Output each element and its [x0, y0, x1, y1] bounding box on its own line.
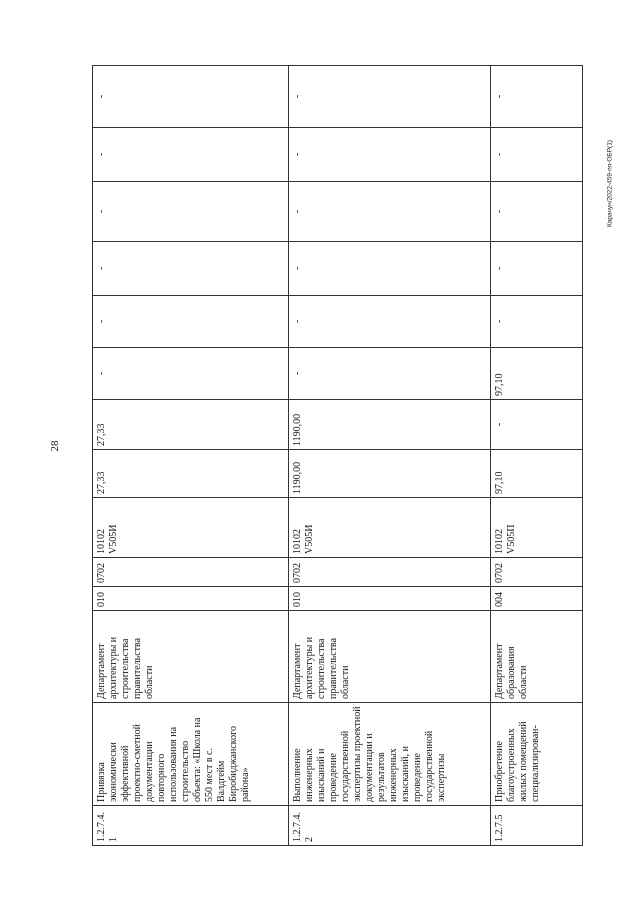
- event-name: Привязка экономически эффективной проектно-сметной документации повторного использования на строительство объекта: «Школа на 550 мест в с. Валдгейм Биробиджанского района»: [93, 703, 289, 806]
- year-value: -: [491, 296, 583, 348]
- rotated-table-container: [92, 66, 582, 846]
- executor: Департамент образования области: [491, 611, 583, 703]
- year-value: -: [289, 66, 491, 128]
- table-row: [93, 66, 289, 846]
- budget-table: [92, 65, 583, 846]
- year-value: -: [289, 348, 491, 400]
- row-number: 1.2.7.4.2: [289, 806, 491, 846]
- grbs-code: 004: [491, 587, 583, 611]
- year-value: -: [93, 66, 289, 128]
- table-row: [491, 66, 583, 846]
- year-value: 27,33: [93, 400, 289, 450]
- total-value: 97,10: [491, 450, 583, 498]
- year-value: -: [491, 400, 583, 450]
- row-number: 1.2.7.5: [491, 806, 583, 846]
- rzpr-code: 0702: [289, 558, 491, 587]
- document-reference: Карачун/2022-459-пп-ОБР(1): [606, 140, 614, 227]
- table-row: [289, 66, 491, 846]
- event-name: Выполнение инженерных изысканий и проведение государственной экспертизы проектной документации и результатов инженерных изысканий, и проведение государственной экспертизы: [289, 703, 491, 806]
- grbs-code: 010: [289, 587, 491, 611]
- year-value: -: [93, 128, 289, 182]
- executor: Департамент архитектуры и строительства правительства области: [93, 611, 289, 703]
- year-value: -: [289, 242, 491, 296]
- year-value: 1190,00: [289, 400, 491, 450]
- total-value: 27,33: [93, 450, 289, 498]
- year-value: -: [491, 66, 583, 128]
- total-value: 1190,00: [289, 450, 491, 498]
- rzpr-code: 0702: [491, 558, 583, 587]
- year-value: -: [93, 182, 289, 242]
- year-value: -: [289, 296, 491, 348]
- year-value: -: [289, 128, 491, 182]
- year-value: -: [491, 128, 583, 182]
- page-number: 28: [49, 440, 61, 452]
- csr-code: 10102 V505П: [491, 498, 583, 558]
- year-value: 97,10: [491, 348, 583, 400]
- csr-code: 10102 V505И: [289, 498, 491, 558]
- rzpr-code: 0702: [93, 558, 289, 587]
- csr-code: 10102 V505И: [93, 498, 289, 558]
- year-value: -: [491, 242, 583, 296]
- year-value: -: [289, 182, 491, 242]
- year-value: -: [93, 242, 289, 296]
- year-value: -: [93, 296, 289, 348]
- year-value: -: [491, 182, 583, 242]
- grbs-code: 010: [93, 587, 289, 611]
- executor: Департамент архитектуры и строительства правительства области: [289, 611, 491, 703]
- row-number: 1.2.7.4.1: [93, 806, 289, 846]
- year-value: -: [93, 348, 289, 400]
- event-name: Приобретение благоустроенных жилых помещений специализирован-: [491, 703, 583, 806]
